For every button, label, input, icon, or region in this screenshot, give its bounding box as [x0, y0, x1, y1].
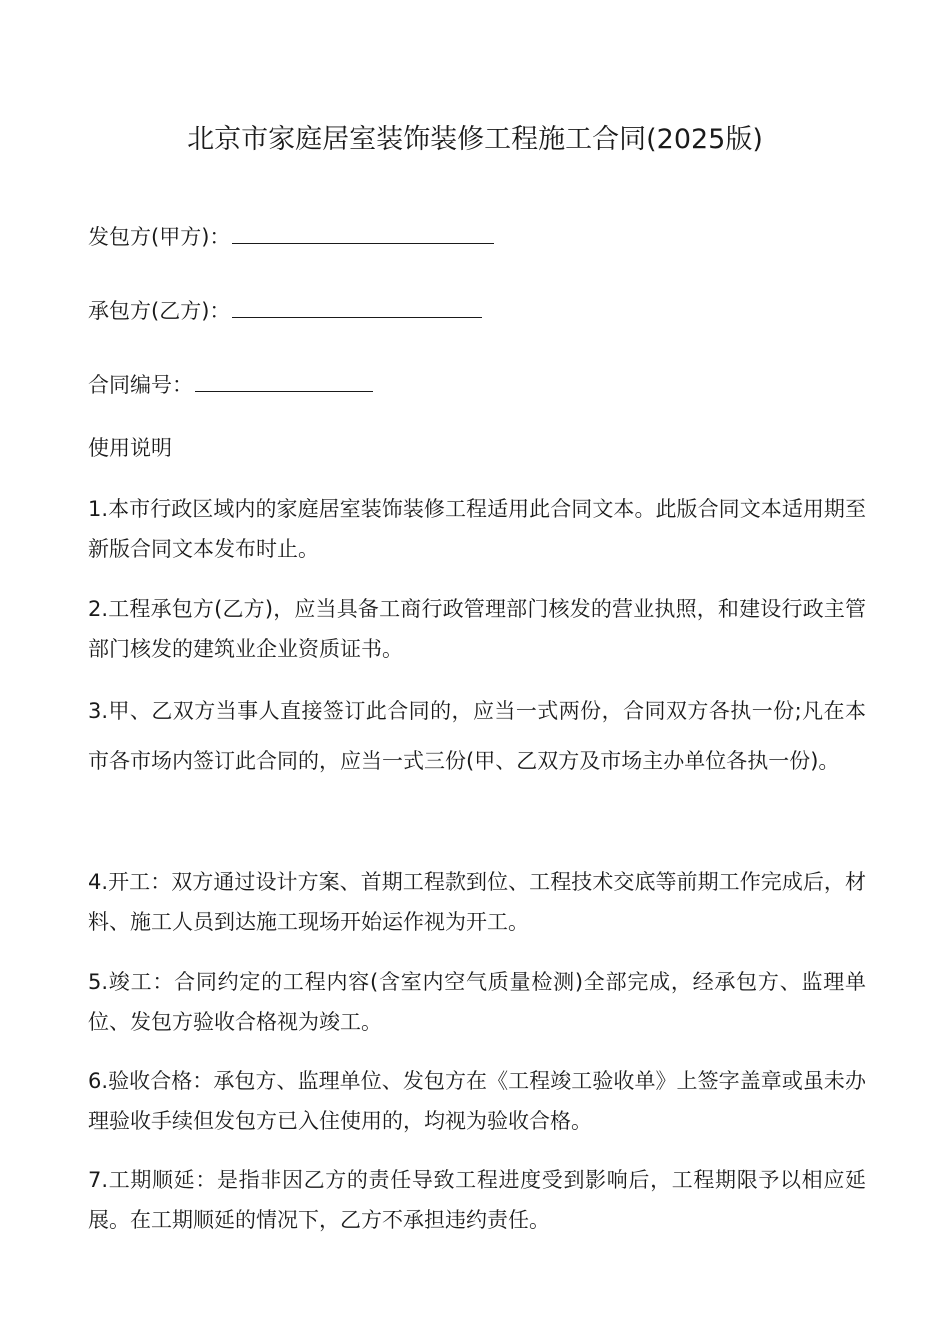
contract-number-label: 合同编号：: [88, 373, 193, 397]
instruction-item-7: 7.工期顺延：是指非因乙方的责任导致工程进度受到影响后，工程期限予以相应延展。在工期顺延的情况下，乙方不承担违约责任。: [88, 1168, 866, 1232]
party-a-blank-line[interactable]: [232, 223, 494, 244]
party-b-blank-line[interactable]: [232, 297, 482, 318]
contract-number-field: [88, 370, 373, 400]
contract-number-blank-line[interactable]: [195, 371, 373, 392]
instruction-item-4: 4.开工：双方通过设计方案、首期工程款到位、工程技术交底等前期工作完成后，材料、施工人员到达施工现场开始运作视为开工。: [88, 870, 866, 934]
instruction-item-2: 2.工程承包方(乙方)，应当具备工商行政管理部门核发的营业执照，和建设行政主管部门核发的建筑业企业资质证书。: [88, 597, 866, 661]
instructions-heading: 使用说明: [88, 436, 172, 460]
party-b-label: 承包方(乙方)：: [88, 299, 231, 323]
document-title: 北京市家庭居室装饰装修工程施工合同(2025版): [187, 124, 763, 155]
party-a-label: 发包方(甲方)：: [88, 225, 231, 249]
instruction-item-6: 6.验收合格：承包方、监理单位、发包方在《工程竣工验收单》上签字盖章或虽未办理验收手续但发包方已入住使用的，均视为验收合格。: [88, 1069, 866, 1133]
instruction-item-5: 5.竣工：合同约定的工程内容(含室内空气质量检测)全部完成，经承包方、监理单位、发包方验收合格视为竣工。: [88, 970, 866, 1034]
instruction-item-3: 3.甲、乙双方当事人直接签订此合同的，应当一式两份，合同双方各执一份;凡在本市各市场内签订此合同的，应当一式三份(甲、乙双方及市场主办单位各执一份)。: [88, 699, 866, 773]
instruction-item-1: 1.本市行政区域内的家庭居室装饰装修工程适用此合同文本。此版合同文本适用期至新版合同文本发布时止。: [88, 497, 866, 561]
party-b-field: [88, 296, 482, 326]
party-a-field: [88, 222, 494, 252]
